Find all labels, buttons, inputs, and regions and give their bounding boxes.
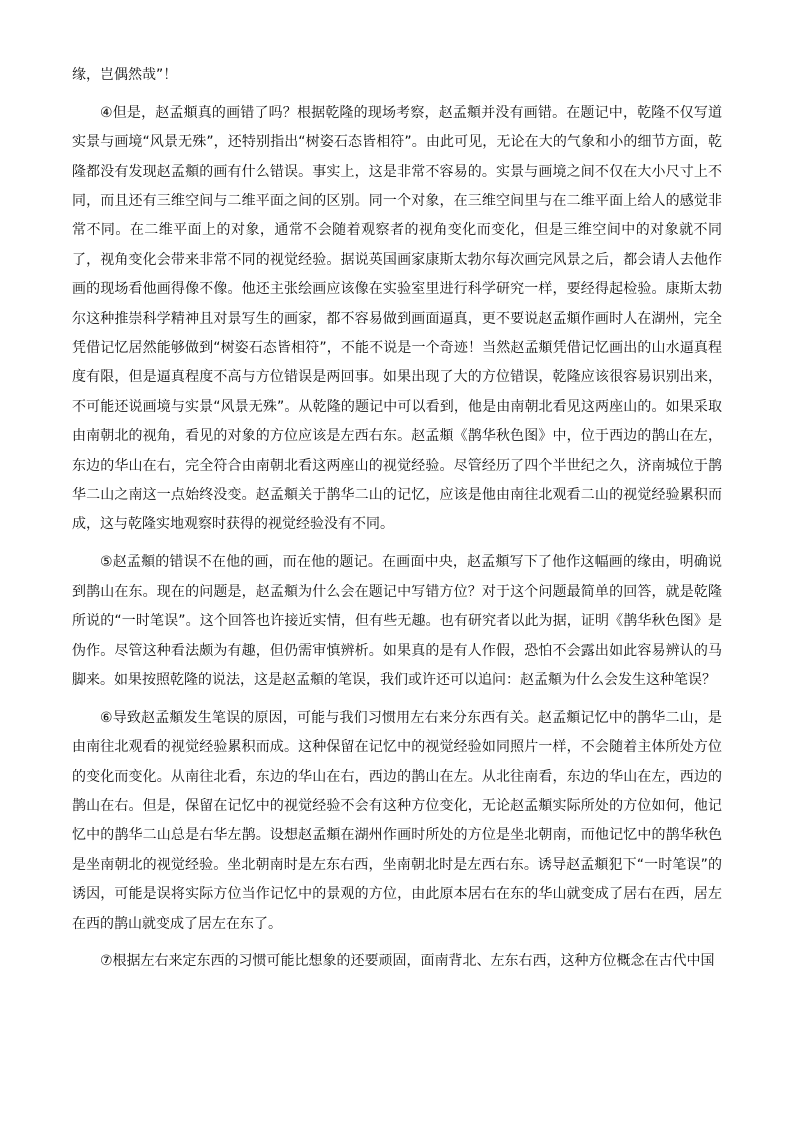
paragraph-5: ⑤赵孟頫的错误不在他的画，而在他的题记。在画面中央，赵孟頫写下了他作这幅画的缘由，明确说到鹊山在东。现在的问题是，赵孟頫为什么会在题记中写错方位？对于这个问题最简单的回答，就是乾隆所说的“一时笔误”。这个回答也许接近实情，但有些无趣。也有研究者以此为据，证明《鹊华秋色图》是伪作。尽管这种看法颇为有趣，但仍需审慎辨析。如果真的是有人作假，恐怕不会露出如此容易辨认的马脚来。如果按照乾隆的说法，这是赵孟頫的笔误，我们或许还可以追问：赵孟頫为什么会发生这种笔误？ — [72, 554, 722, 688]
paragraph-continuation: 缘，岂偶然哉”！ — [72, 67, 178, 83]
paragraph-7: ⑦根据左右来定东西的习惯可能比想象的还要顽固，面南背北、左东右西，这种方位概念在古代中国 — [100, 953, 715, 970]
article-body — [72, 61, 722, 985]
paragraph-4: ④但是，赵孟頫真的画错了吗？根据乾隆的现场考察，赵孟頫并没有画错。在题记中，乾隆不仅写道实景与画境“风景无殊”，还特别指出“树姿石态皆相符”。由此可见，无论在大的气象和小的细节方面，乾隆都没有发现赵孟頫的画有什么错误。事实上，这是非常不容易的。实景与画境之间不仅在大小尺寸上不同，而且还有三维空间与二维平面之间的区别。同一个对象，在三维空间里与在二维平面上给人的感觉非常不同。在二维平面上的对象，通常不会随着观察者的视角变化而变化，但是三维空间中的对象就不同了，视角变化会带来非常不同的视觉经验。据说英国画家康斯太勃尔每次画完风景之后，都会请人去他作画的现场看他画得像不像。他还主张绘画应该像在实验室里进行科学研究一样，要经得起检验。康斯太勃尔这种推崇科学精神且对景写生的画家，都不容易做到画面逼真，更不要说赵孟頫作画时人在湖州，完全凭借记忆居然能够做到“树姿石态皆相符”，不能不说是一个奇迹！当然赵孟頫凭借记忆画出的山水逼真程度有限，但是逼真程度不高与方位错误是两回事。如果出现了大的方位错误，乾隆应该很容易识别出来，不可能还说画境与实景“风景无殊”。从乾隆的题记中可以看到，他是由南朝北看见这两座山的。如果采取由南朝北的视角，看见的对象的方位应该是左西右东。赵孟頫《鹊华秋色图》中，位于西边的鹊山在左，东边的华山在右，完全符合由南朝北看这两座山的视觉经验。尽管经历了四个半世纪之久，济南城位于鹊华二山之南这一点始终没变。赵孟頫关于鹊华二山的记忆，应该是他由南往北观看二山的视觉经验累积而成，这与乾隆实地观察时获得的视觉经验没有不同。 — [72, 104, 722, 533]
paragraph-6: ⑥导致赵孟頫发生笔误的原因，可能与我们习惯用左右来分东西有关。赵孟頫记忆中的鹊华二山，是由南往北观看的视觉经验累积而成。这种保留在记忆中的视觉经验如同照片一样，不会随着主体所处方位的变化而变化。从南往北看，东边的华山在右，西边的鹊山在左。从北往南看，东边的华山在左，西边的鹊山在右。但是，保留在记忆中的视觉经验不会有这种方位变化，无论赵孟頫实际所处的方位如何，他记忆中的鹊华二山总是右华左鹊。设想赵孟頫在湖州作画时所处的方位是坐北朝南，而他记忆中的鹊华秋色是坐南朝北的视觉经验。坐北朝南时是左东右西，坐南朝北时是左西右东。诱导赵孟頫犯下“一时笔误”的诱因，可能是误将实际方位当作记忆中的景观的方位，由此原本居右在东的华山就变成了居右在西，居左在西的鹊山就变成了居左在东了。 — [72, 709, 722, 932]
